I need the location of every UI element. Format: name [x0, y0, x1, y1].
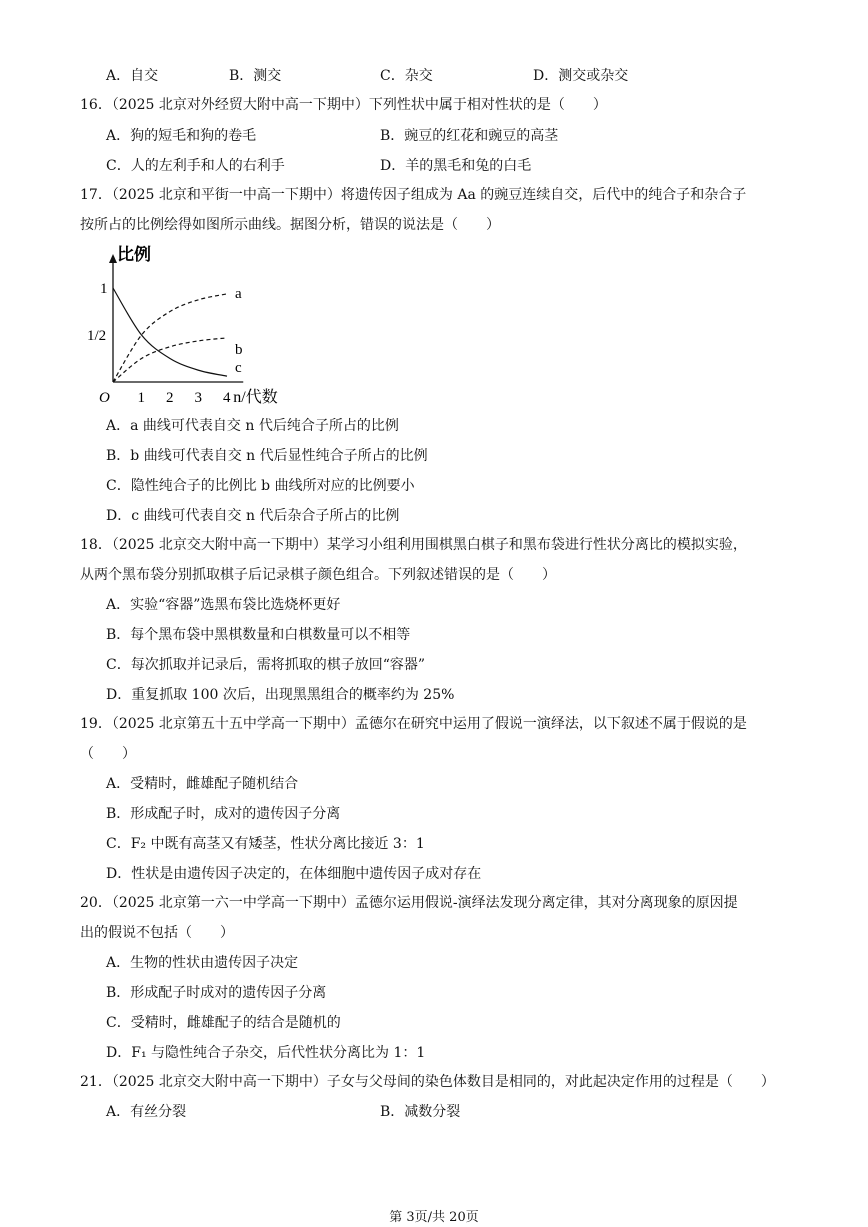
q18-stem-line1: 18．（2025 北京交大附中高一下期中）某学习小组利用围棋黑白棋子和黑布袋进行性状分离比的模拟实验，	[80, 537, 747, 553]
x-tick-label: 3	[194, 390, 202, 406]
series-c-label: c	[235, 360, 242, 377]
y-axis-arrow	[109, 254, 117, 263]
q17-option-b: B．b 曲线可代表自交 n 代后显性纯合子所占的比例	[106, 448, 428, 464]
q21-option-a: A．有丝分裂	[106, 1104, 187, 1120]
series-b-label: b	[235, 341, 243, 358]
y-tick-label: 1/2	[87, 328, 107, 344]
series-c-line	[113, 288, 227, 376]
q17-stem-line2: 按所占的比例绘得如图所示曲线。据图分析，错误的说法是（ ）	[80, 217, 500, 233]
q18-option-c: C．每次抓取并记录后，需将抓取的棋子放回“容器”	[106, 657, 426, 673]
q18-option-d: D．重复抓取 100 次后，出现黑黑组合的概率约为 25%	[106, 687, 455, 703]
q15-option-c: C．杂交	[380, 68, 433, 84]
q20-stem-line2: 出的假说不包括（ ）	[80, 925, 234, 941]
q21-option-b: B．减数分裂	[380, 1104, 461, 1120]
q18-option-b: B．每个黑布袋中黑棋数量和白棋数量可以不相等	[106, 627, 411, 643]
x-tick-label: 4	[223, 390, 231, 406]
q18-stem-line2: 从两个黑布袋分别抓取棋子后记录棋子颜色组合。下列叙述错误的是（ ）	[80, 567, 556, 583]
chart-series	[113, 288, 227, 382]
y-axis-title: 比例	[117, 245, 151, 264]
q19-option-c: C．F₂ 中既有高茎又有矮茎，性状分离比接近 3：1	[106, 836, 425, 852]
q15-option-a: A．自交	[106, 68, 159, 84]
x-tick-label: 2	[166, 390, 174, 406]
q21-stem: 21．（2025 北京交大附中高一下期中）子女与父母间的染色体数目是相同的，对此起决定作用的过程是（ ）	[80, 1074, 775, 1090]
q20-option-b: B．形成配子时成对的遗传因子分离	[106, 985, 327, 1001]
series-a-label: a	[235, 285, 242, 302]
q19-option-a: A．受精时，雌雄配子随机结合	[106, 776, 299, 792]
origin-label: O	[99, 390, 110, 406]
q16-stem: 16．（2025 北京对外经贸大附中高一下期中）下列性状中属于相对性状的是（ ）	[80, 97, 607, 113]
q20-option-c: C．受精时，雌雄配子的结合是随机的	[106, 1015, 341, 1031]
page-footer: 第 3页/共 20页	[389, 1210, 479, 1225]
q20-option-a: A．生物的性状由遗传因子决定	[106, 955, 299, 971]
q16-option-a: A．狗的短毛和狗的卷毛	[106, 128, 257, 144]
chart-axes	[109, 254, 243, 382]
q19-stem-line2: （ ）	[80, 746, 136, 762]
q16-option-c: C．人的左利手和人的右利手	[106, 158, 285, 174]
q20-option-d: D．F₁ 与隐性纯合子杂交，后代性状分离比为 1：1	[106, 1045, 426, 1061]
q20-stem-line1: 20．（2025 北京第一六一中学高一下期中）孟德尔运用假说-演绎法发现分离定律，其对分离现象的原因提	[80, 895, 738, 911]
q17-option-d: D．c 曲线可代表自交 n 代后杂合子所占的比例	[106, 508, 400, 524]
q17-option-c: C．隐性纯合子的比例比 b 曲线所对应的比例要小	[106, 478, 415, 494]
series-a-line	[113, 294, 227, 382]
q16-option-d: D．羊的黑毛和兔的白毛	[380, 158, 532, 174]
q15-option-b: B．测交	[229, 68, 282, 84]
q16-option-b: B．豌豆的红花和豌豆的高茎	[380, 128, 559, 144]
q19-stem-line1: 19．（2025 北京第五十五中学高一下期中）孟德尔在研究中运用了假说一演绎法，以下叙述不属于假说的是	[80, 716, 747, 732]
q17-stem-line1: 17．（2025 北京和平街一中高一下期中）将遗传因子组成为 Aa 的豌豆连续自交，后代中的纯合子和杂合子	[80, 187, 747, 203]
q19-option-d: D．性状是由遗传因子决定的，在体细胞中遗传因子成对存在	[106, 866, 482, 882]
x-axis-title: n/代数	[233, 389, 278, 406]
series-b-line	[113, 338, 227, 382]
q17-option-a: A．a 曲线可代表自交 n 代后纯合子所占的比例	[106, 418, 399, 434]
q15-option-d: D．测交或杂交	[533, 68, 629, 84]
x-tick-label: 1	[137, 390, 145, 406]
y-tick-label: 1	[100, 281, 108, 297]
q18-option-a: A．实验“容器”选黑布袋比选烧杯更好	[106, 597, 341, 613]
q17-chart	[80, 242, 320, 412]
q19-option-b: B．形成配子时，成对的遗传因子分离	[106, 806, 341, 822]
